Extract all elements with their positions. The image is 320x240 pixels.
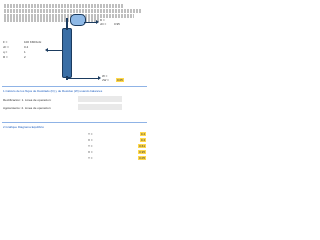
value-F: 100 KMOL/H [24, 40, 42, 44]
row-value[interactable]: 0.61 [139, 144, 145, 148]
separator-1 [2, 86, 147, 87]
label-q: q = [3, 50, 8, 54]
row-label: Y = [88, 144, 93, 148]
value-q: 1 [24, 50, 26, 54]
row-value[interactable]: 0.4 [140, 132, 145, 136]
row-label: Y = [88, 156, 93, 160]
section1-row1-label: Rectificacion: 1. Linea de operacion: [3, 98, 52, 102]
feed-arrow-icon [45, 48, 48, 52]
label-xD: xD = [100, 22, 107, 26]
label-W: W = [102, 74, 108, 78]
row-label: X = [88, 150, 93, 154]
separator-2 [2, 122, 147, 123]
distillation-diagram [0, 0, 149, 80]
section1-title: 1.Calculo de los flujos de Destilado (D) y de Residuo (W) usando balances [3, 89, 103, 93]
top-pipe [66, 18, 68, 30]
section2-row [88, 156, 146, 160]
value-xF: 0.4 [24, 45, 29, 49]
label-xW: xW = [102, 78, 109, 82]
section2-row [88, 132, 146, 136]
label-F: F = [3, 40, 8, 44]
feed-pipe [48, 50, 62, 51]
formula-box-rect [78, 96, 122, 102]
formula-box-strip [78, 104, 122, 110]
value-R: 2 [24, 55, 26, 59]
residue-pipe [68, 78, 98, 79]
section1-row2-label: Agotamiento: 2. Linea de operacion: [3, 106, 52, 110]
distillate-arrow-icon [96, 20, 99, 24]
section2-row [88, 150, 146, 154]
reflux-pipe [84, 22, 96, 23]
distillation-column [62, 28, 72, 78]
label-xF: xF = [3, 45, 9, 49]
section2-table [88, 132, 146, 160]
value-xW[interactable]: 0.05 [117, 78, 123, 82]
label-D: D = [100, 18, 105, 22]
section2-title: 2.Grafique Diagrama Equilibrio [3, 125, 45, 129]
row-value[interactable]: 0.4 [140, 138, 145, 142]
label-R: R = [3, 55, 8, 59]
residue-arrow-icon [98, 76, 101, 80]
condenser [70, 14, 86, 26]
row-label: X = [88, 138, 93, 142]
value-xD: 0.95 [114, 22, 120, 26]
row-value[interactable]: 0.95 [139, 150, 145, 154]
section2-row [88, 138, 146, 142]
row-label: Y = [88, 132, 93, 136]
section2-row [88, 144, 146, 148]
row-value[interactable]: 0.05 [139, 156, 145, 160]
